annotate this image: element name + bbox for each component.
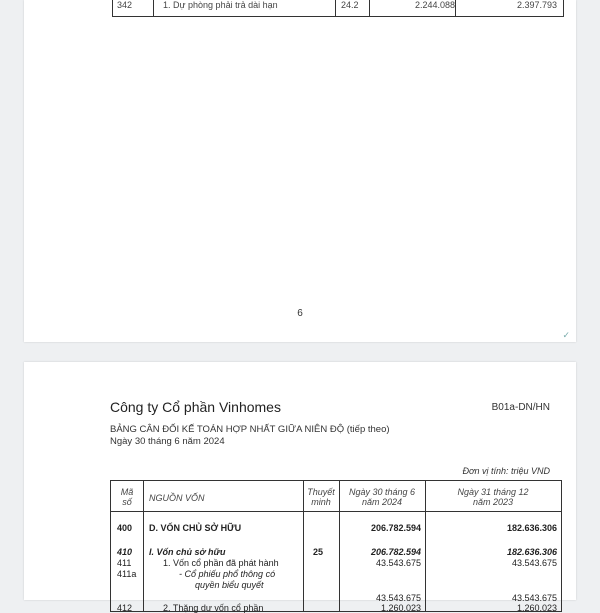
row-410-prior: 182.636.306 [506,547,557,557]
row-note: 24.2 [341,0,359,10]
row-411-label: 1. Vốn cổ phần đã phát hành [163,558,279,568]
row-411a-label: - Cổ phiếu phổ thông có [179,569,276,579]
page-number: 6 [297,308,303,319]
balance-sheet-table-partial [112,0,564,17]
row-410-note: 25 [313,547,324,557]
row-410-current: 206.782.594 [370,547,421,557]
unit-note: Đơn vị tính: triệu VND [462,466,550,476]
row-prior: 2.397.793 [516,0,557,10]
balance-sheet-table [110,480,562,612]
row-412-current: 1.260.023 [380,603,421,613]
row-code: 342 [117,0,133,10]
row-410-label: I. Vốn chủ sở hữu [149,547,226,557]
document-title: BẢNG CÂN ĐỐI KẾ TOÁN HỢP NHẤT GIỮA NIÊN ĐỘ (tiếp theo) [110,424,390,435]
row-411a-current: 43.543.675 [375,593,421,603]
row-411a-prior: 43.543.675 [511,593,557,603]
row-412-code: 412 [117,603,133,613]
row-400-code: 400 [117,523,133,533]
check-icon: ✓ [562,330,570,340]
row-412-label: 2. Thặng dư vốn cổ phần [163,603,264,613]
row-411-code: 411 [117,558,132,568]
row-410-code: 410 [117,547,133,557]
row-412-prior: 1.260.023 [516,603,557,613]
row-400-prior: 182.636.306 [506,523,557,533]
row-411a-code: 411a [117,569,137,579]
row-400-label: D. VỐN CHỦ SỞ HỮU [149,523,242,533]
row-current: 2.244.088 [414,0,455,10]
company-name: Công ty Cổ phần Vinhomes [110,399,281,415]
header-code: Mã số [120,487,134,507]
row-400-current: 206.782.594 [370,523,421,533]
document-date: Ngày 30 tháng 6 năm 2024 [110,436,225,447]
row-411a-label-cont: quyền biểu quyết [195,580,264,590]
row-411-prior: 43.543.675 [511,558,557,568]
header-prior: Ngày 31 tháng 12 năm 2023 [457,487,529,507]
header-note: Thuyết minh [307,487,335,507]
document-page-top [24,0,576,342]
form-code: B01a-DN/HN [491,402,550,413]
row-label: 1. Dự phòng phải trả dài hạn [163,0,278,10]
header-current: Ngày 30 tháng 6 năm 2024 [348,487,416,507]
document-page-bottom [24,362,576,613]
header-item: NGUỒN VỐN [149,493,205,503]
row-411-current: 43.543.675 [375,558,421,568]
